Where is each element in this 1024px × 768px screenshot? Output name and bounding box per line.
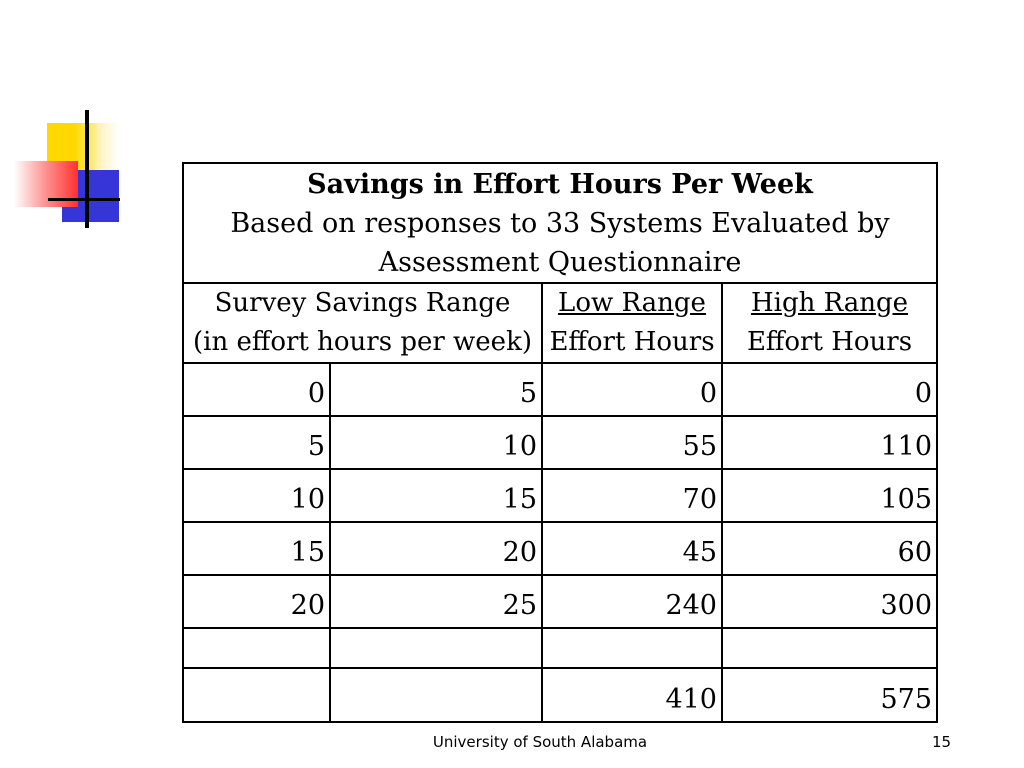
cell-low-hours: 70 (542, 469, 722, 522)
table-row (183, 363, 937, 416)
table-row-empty (183, 628, 937, 668)
cell-total-high-hours: 575 (722, 668, 937, 722)
cell-low-hours: 55 (542, 416, 722, 469)
logo-graphic (0, 0, 130, 240)
cell-range-from: 10 (183, 469, 330, 522)
table-row (183, 416, 937, 469)
cell-high-hours: 300 (722, 575, 937, 628)
table-row (183, 575, 937, 628)
header-high-range (722, 283, 937, 363)
cell-high-hours: 110 (722, 416, 937, 469)
cell-empty (542, 628, 722, 668)
cell-high-hours: 0 (722, 363, 937, 416)
table-row-total (183, 668, 937, 722)
cell-empty (330, 628, 542, 668)
cell-total-empty (330, 668, 542, 722)
table-subtitle-line1: Based on responses to 33 Systems Evaluated by (230, 207, 890, 239)
logo-yellow-fade (97, 123, 119, 173)
table-title-row (183, 163, 937, 283)
savings-table-container (182, 162, 936, 723)
savings-table (182, 162, 938, 723)
header-low-range-line1: Low Range (558, 288, 706, 318)
cell-range-to: 5 (330, 363, 542, 416)
cell-range-to: 10 (330, 416, 542, 469)
header-survey-range-line1: Survey Savings Range (214, 288, 511, 318)
logo-horizontal-line (48, 198, 120, 201)
cell-low-hours: 240 (542, 575, 722, 628)
cell-range-from: 5 (183, 416, 330, 469)
header-low-range (542, 283, 722, 363)
cell-total-low-hours: 410 (542, 668, 722, 722)
cell-empty (722, 628, 937, 668)
cell-total-empty (183, 668, 330, 722)
cell-range-from: 0 (183, 363, 330, 416)
header-survey-range-line2: (in effort hours per week) (193, 327, 532, 357)
cell-high-hours: 60 (722, 522, 937, 575)
cell-range-to: 20 (330, 522, 542, 575)
cell-range-to: 15 (330, 469, 542, 522)
cell-high-hours: 105 (722, 469, 937, 522)
cell-low-hours: 45 (542, 522, 722, 575)
table-row (183, 469, 937, 522)
cell-range-from: 20 (183, 575, 330, 628)
table-row (183, 522, 937, 575)
cell-empty (183, 628, 330, 668)
header-high-range-line2: Effort Hours (746, 327, 913, 357)
header-high-range-line1: High Range (750, 288, 909, 318)
cell-low-hours: 0 (542, 363, 722, 416)
table-title-cell (183, 163, 937, 283)
cell-range-to: 25 (330, 575, 542, 628)
cell-range-from: 15 (183, 522, 330, 575)
table-title: Savings in Effort Hours Per Week (307, 168, 813, 200)
header-low-range-line2: Effort Hours (549, 327, 715, 357)
header-survey-range (183, 283, 542, 363)
table-subtitle-line2: Assessment Questionnaire (378, 246, 742, 278)
footer-institution: University of South Alabama (432, 733, 648, 751)
logo-vertical-line (85, 110, 89, 228)
page-number: 15 (932, 733, 952, 751)
table-header-row (183, 283, 937, 363)
